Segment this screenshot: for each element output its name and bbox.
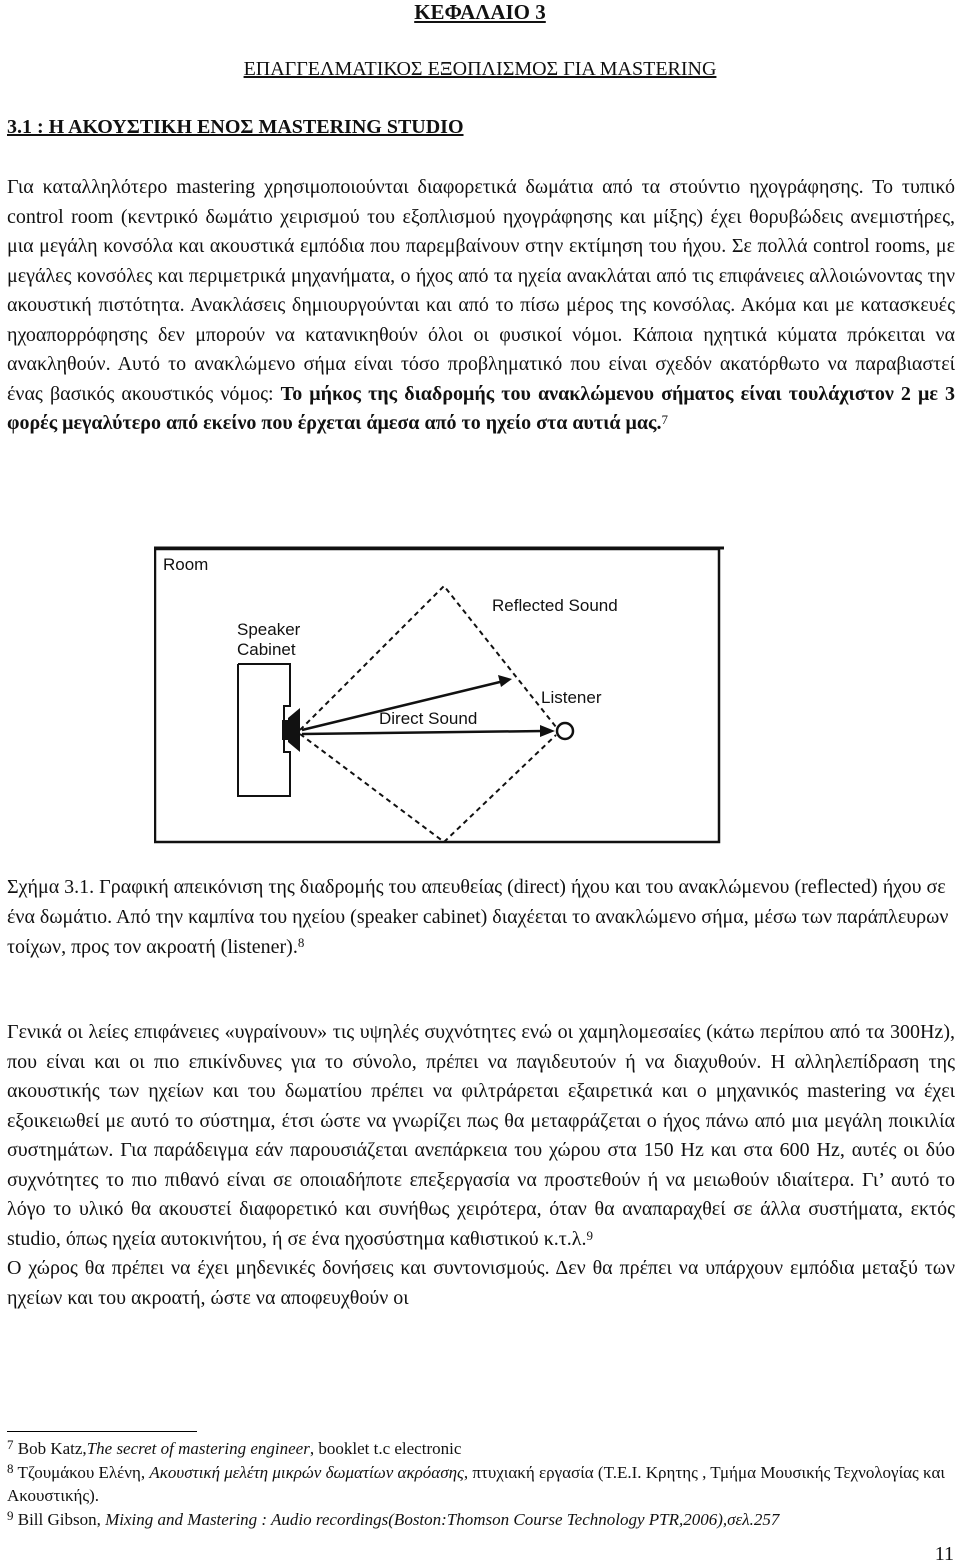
- footnote-7: [7, 1437, 955, 1461]
- footnote-num: 7: [7, 1437, 14, 1452]
- section-title: 3.1 : Η ΑΚΟΥΣΤΙΚΗ ΕΝΟΣ MASTERING STUDIO: [7, 116, 464, 138]
- footnote-title: The secret of mastering engineer: [86, 1439, 310, 1458]
- chapter-subtitle: ΕΠΑΓΓΕΛΜΑΤΙΚΟΣ ΕΞΟΠΛΙΣΜΟΣ ΓΙΑ MASTERING: [243, 58, 717, 80]
- chapter-title: ΚΕΦΑΛΑΙΟ 3: [414, 0, 546, 24]
- footnote-num: 9: [7, 1507, 14, 1523]
- acoustic-law-bold: Το μήκος της διαδρομής του ανακλώμενου σήματος είναι τουλάχιστον 2 με 3 φορές μεγαλύτερο από εκείνο που έρχεται άμεσα από το ηχείο στα αυτιά μας.: [7, 382, 955, 434]
- footnote-8: [7, 1461, 955, 1508]
- listener-icon: [557, 723, 573, 739]
- footnote-details: , booklet t.c electronic: [309, 1439, 462, 1458]
- footnotes: [7, 1437, 955, 1531]
- speaker-label-line2: Cabinet: [237, 640, 296, 659]
- footnote-title: Mixing and Mastering : Audio recordings(Boston:Thomson Course Technology PTR,2006),σελ.257: [105, 1509, 780, 1529]
- reflected-arrow-head: [498, 675, 512, 687]
- footnote-details: , πτυχιακή εργασία (Τ.Ε.Ι. Κρητης , Τμήμα Μουσικής Τεχνολογίας και Ακουστικής).: [7, 1462, 945, 1505]
- footnote-title: Ακουστική μελέτη μικρών δωματίων ακρόασης: [149, 1462, 464, 1482]
- footnote-ref-9: 9: [586, 1227, 594, 1243]
- footnote-author: Τζουμάκου Ελένη,: [17, 1462, 150, 1482]
- footnote-ref-8: 8: [297, 935, 305, 950]
- figure-caption: [7, 872, 955, 962]
- speaker-label-line1: Speaker: [237, 620, 301, 639]
- listener-label: Listener: [541, 688, 602, 707]
- direct-arrow-head: [540, 725, 555, 737]
- page-number: 11: [934, 1543, 954, 1565]
- footnote-ref-7: 7: [661, 412, 668, 427]
- footnote-9: [7, 1508, 955, 1532]
- footnote-num: 8: [7, 1460, 14, 1476]
- room-label: Room: [163, 555, 209, 574]
- direct-sound-label: Direct Sound: [379, 709, 478, 728]
- room-diagram: [154, 546, 724, 846]
- body-text-continued: Ο χώρος θα πρέπει να έχει μηδενικές δονήσεις και συντονισμούς. Δεν θα πρέπει να υπάρχουν εμπόδια μεταξύ των ηχείων και του ακροατή, ώστε να αποφευχθούν οι: [7, 1257, 955, 1309]
- reflected-path-bottom: [300, 734, 556, 842]
- footnote-author: Bob Katz,: [17, 1439, 87, 1458]
- direct-arrow: [302, 731, 544, 734]
- footnote-divider: [7, 1431, 197, 1432]
- speaker-cabinet-icon: [238, 664, 300, 796]
- intro-paragraph: [7, 173, 955, 439]
- intro-text-continued: Σε πολλά control rooms, με μεγάλες κονσόλες και περιμετρικά μηχανήματα, ο ήχος από τα ηχεία ανακλάται από τις επιφάνειες αλλοιώνοντας την ακουστική πιστότητα. Ανακλάσεις δημιουργούνται και από το πίσω μέρος της κονσόλας. Ακόμα και με κατασκευές ηχοαπορρόφησης δεν μπορούν να κατανικηθούν όλοι οι φυσικοί νόμοι. Κάποια ηχητικά κύματα πρόκειται να ανακληθούν. Αυτό το ανακλώμενο σήμα είναι τόσο προβληματικό που είναι σχεδόν ακατόρθωτο να παραβιαστεί ένας βασικός ακουστικός νόμος:: [7, 235, 956, 405]
- body-text: Γενικά οι λείες επιφάνειες «υγραίνουν» τις υψηλές συχνότητες ενώ οι χαμηλομεσαίες (κάτω περίπου από τα 300Hz), που είναι και οι πιο επικίνδυνες για το σύνολο, πρέπει να παγιδευτούν ή να διαχυθούν. Η αλληλεπίδραση της ακουστικής των ηχείων και του δωματίου πρέπει να φιλτράρεται εξαιρετικά και ο μηχανικός mastering να έχει εξοικειωθεί με αυτό το σύστημα, έτσι ώστε να γνωρίζει πως θα μεταφράζεται ο ήχος πάνω από μια μεγάλη ποικιλία συστημάτων. Για παράδειγμα εάν παρουσιάζεται ανεπάρκεια του χώρου στα 150 Hz και στα 600 Hz, αυτές οι δύο συχνότητες το πιο πιθανό είναι σε οποιαδήποτε επεξεργασία να προστεθούν ή να μειωθούν ιδιαίτερα. Γι’ αυτό το λόγο το υλικό θα ακουστεί διαφορετικό και συνήθως χειρότερα, όταν θα αναπαραχθεί σε άλλα συστήματα, εκτός studio, όπως ηχεία αυτοκινήτου, ή σε ένα ηχοσύστημα καθιστικού κ.τ.λ.: [7, 1021, 955, 1250]
- body-paragraph: [7, 1018, 955, 1313]
- intro-text: Για καταλληλότερο mastering χρησιμοποιούνται διαφορετικά δωμάτια από τα στούντιο ηχογράφησης. Το τυπικό control room (κεντρικό δωμάτιο χειρισμού του εξοπλισμού ηχογράφησης και μίξης) έχει θορυβώδεις ανεμιστήρες, μια μεγάλη κονσόλα και ακουστικά εμπόδια που παρεμβαίνουν στην εκτίμηση του ήχου.: [7, 176, 955, 257]
- reflected-sound-label: Reflected Sound: [492, 596, 618, 615]
- caption-text: Σχήμα 3.1. Γραφική απεικόνιση της διαδρομής του απευθείας (direct) ήχου και του ανακλώμενου (reflected) ήχου σε ένα δωμάτιο. Από την καμπίνα του ηχείου (speaker cabinet) διαχέεται το ανακλώμενο σήμα, μέσω των παράπλευρων τοίχων, προς τον ακροατή (listener).: [7, 876, 949, 958]
- footnote-author: Bill Gibson,: [17, 1509, 106, 1529]
